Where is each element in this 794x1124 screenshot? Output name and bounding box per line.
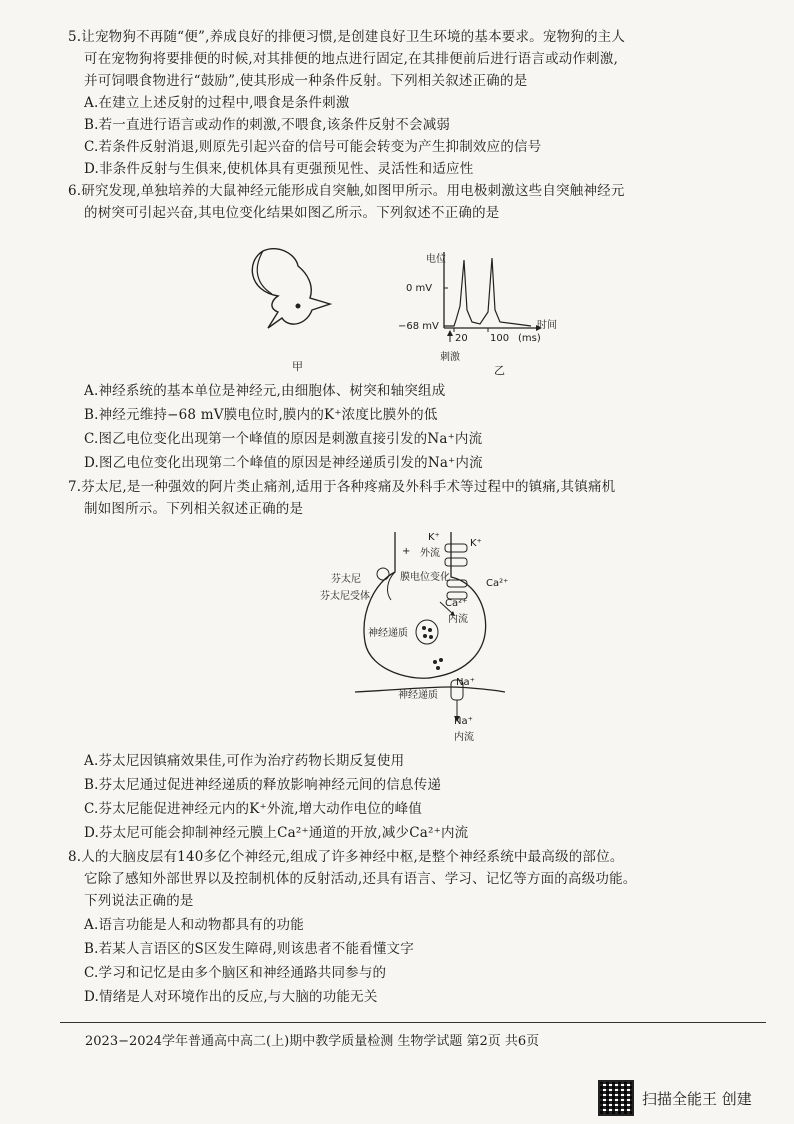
q8-line-2: 它除了感知外部世界以及控制机体的反射活动,还具有语言、学习、记忆等方面的高级功能。 xyxy=(84,871,637,887)
fig7-receptor: 芬太尼受体 xyxy=(320,591,370,602)
fig7-transmitter: 神经递质 xyxy=(368,628,408,639)
graph-y-rest: −68 mV xyxy=(398,321,439,332)
q5-line-3: 并可饲喂食物进行“鼓励”,使其形成一种条件反射。下列相关叙述正确的是 xyxy=(84,73,528,89)
q6-line-2: 的树突可引起兴奋,其电位变化结果如图乙所示。下列叙述不正确的是 xyxy=(84,205,500,221)
figure-yi-label: 乙 xyxy=(494,364,505,377)
graph-tick-100: 100 xyxy=(490,333,510,344)
fig7-ca: Ca²⁺ xyxy=(486,578,509,589)
q8-line-3: 下列说法正确的是 xyxy=(84,893,194,909)
q8-option-c: C.学习和记忆是由多个脑区和神经通路共同参与的 xyxy=(84,965,387,981)
fig7-k-plus: K⁺ xyxy=(428,532,440,543)
q7-option-a: A.芬太尼因镇痛效果佳,可作为治疗药物长期反复使用 xyxy=(84,753,405,769)
graph-xlabel: 时间 xyxy=(537,320,557,331)
q8-option-d: D.情绪是人对环境作出的反应,与大脑的功能无关 xyxy=(84,989,378,1005)
fig7-ca-in: Ca²⁺ xyxy=(445,598,468,609)
q7-line-2: 制如图所示。下列相关叙述正确的是 xyxy=(84,501,304,517)
q5-line-1: 5.让宠物狗不再随“便”,养成良好的排便习惯,是创建良好卫生环境的基本要求。宠物狗的主人 xyxy=(68,29,626,45)
q8-option-b: B.若某人言语区的S区发生障碍,则该患者不能看懂文字 xyxy=(84,941,414,957)
fig7-fentanyl: 芬太尼 xyxy=(331,574,361,585)
q7-option-d: D.芬太尼可能会抑制神经元膜上Ca²⁺通道的开放,减少Ca²⁺内流 xyxy=(84,825,469,841)
graph-tick-20: 20 xyxy=(455,333,468,344)
figure-jia-label: 甲 xyxy=(292,360,303,373)
fig7-influx-2: 内流 xyxy=(454,732,474,743)
fig7-efflux: 外流 xyxy=(420,548,440,559)
qr-code-icon xyxy=(598,1080,634,1116)
q5-option-b: B.若一直进行语言或动作的刺激,不喂食,该条件反射不会减弱 xyxy=(84,117,451,133)
q6-option-a: A.神经系统的基本单位是神经元,由细胞体、树突和轴突组成 xyxy=(84,383,446,399)
scanner-watermark xyxy=(598,1080,752,1116)
q6-line-1: 6.研究发现,单独培养的大鼠神经元能形成自突触,如图甲所示。用电极刺激这些自突触神经元 xyxy=(68,183,625,199)
fig7-plus: + xyxy=(402,546,411,557)
q8-option-a: A.语言功能是人和动物都具有的功能 xyxy=(84,917,304,933)
fig7-membrane-change: 膜电位变化 xyxy=(400,572,450,583)
figure-jia-neuron xyxy=(238,236,358,356)
q5-option-c: C.若条件反射消退,则原先引起兴奋的信号可能会转变为产生抑制效应的信号 xyxy=(84,139,542,155)
page-footer: 2023−2024学年普通高中高二(上)期中教学质量检测 生物学试题 第2页 共6页 xyxy=(85,1034,540,1049)
q5-option-a: A.在建立上述反射的过程中,喂食是条件刺激 xyxy=(84,95,350,111)
q7-line-1: 7.芬太尼,是一种强效的阿片类止痛剂,适用于各种疼痛及外科手术等过程中的镇痛,其镇痛机 xyxy=(68,479,616,495)
scanner-label: 扫描全能王 创建 xyxy=(642,1089,752,1108)
q6-option-b: B.神经元维持−68 mV膜电位时,膜内的K⁺浓度比膜外的低 xyxy=(84,407,438,423)
fig7-na-2: Na⁺ xyxy=(454,716,473,727)
fig7-k-plus-out: K⁺ xyxy=(470,538,482,549)
graph-stimulus-label: 刺激 xyxy=(440,352,460,363)
graph-y-zero: 0 mV xyxy=(406,283,433,294)
fig7-transmitter-2: 神经递质 xyxy=(398,690,438,701)
q6-option-d: D.图乙电位变化出现第二个峰值的原因是神经递质引发的Na⁺内流 xyxy=(84,455,483,471)
graph-unit: (ms) xyxy=(518,333,541,344)
q7-option-b: B.芬太尼通过促进神经递质的释放影响神经元间的信息传递 xyxy=(84,777,442,793)
q5-line-2: 可在宠物狗将要排便的时候,对其排便的地点进行固定,在其排便前后进行语言或动作刺激, xyxy=(84,51,619,67)
footer-rule xyxy=(60,1022,766,1023)
graph-ylabel: 电位 xyxy=(426,254,446,265)
q8-line-1: 8.人的大脑皮层有140多亿个神经元,组成了许多神经中枢,是整个神经系统中最高级的部位。 xyxy=(68,849,624,865)
fig7-na: Na⁺ xyxy=(456,677,475,688)
fig7-influx: 内流 xyxy=(448,614,468,625)
q7-option-c: C.芬太尼能促进神经元内的K⁺外流,增大动作电位的峰值 xyxy=(84,801,423,817)
q6-option-c: C.图乙电位变化出现第一个峰值的原因是刺激直接引发的Na⁺内流 xyxy=(84,431,483,447)
q5-option-d: D.非条件反射与生俱来,使机体具有更强预见性、灵活性和适应性 xyxy=(84,161,474,177)
